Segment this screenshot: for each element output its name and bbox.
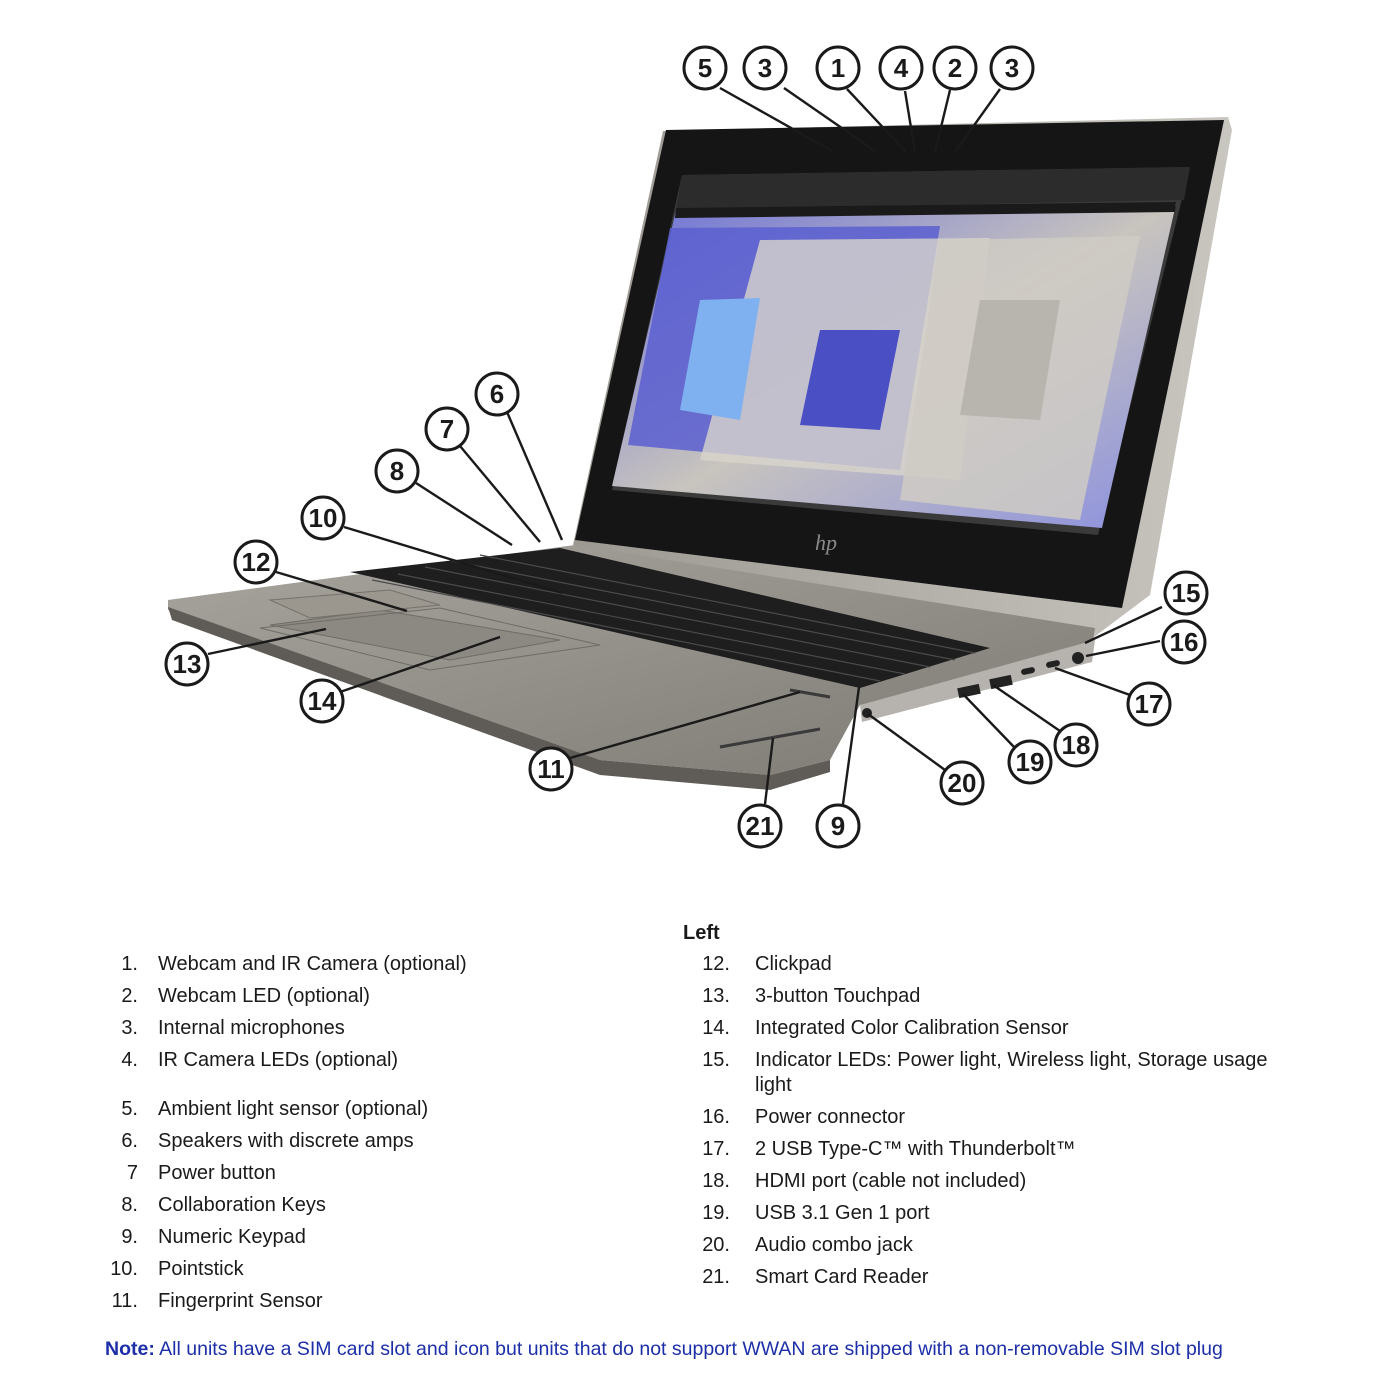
- legend-left-column: [108, 952, 628, 1321]
- legend-item: [700, 952, 1300, 977]
- callout-19: [1009, 741, 1051, 783]
- legend-number: 2.: [121, 985, 138, 1007]
- svg-text:4: 4: [893, 53, 909, 83]
- legend-number: 9.: [121, 1226, 138, 1248]
- legend-item: [108, 1257, 628, 1282]
- callout-10: [302, 497, 344, 539]
- callout-12: [235, 541, 277, 583]
- callout-6: [476, 373, 518, 415]
- legend-right-column: [700, 952, 1300, 1297]
- callout-5: [684, 47, 726, 89]
- svg-text:1: 1: [830, 53, 846, 83]
- hp-logo: hp: [815, 530, 837, 555]
- callout-20: [941, 762, 983, 804]
- legend-item: [700, 984, 1300, 1009]
- legend-item: [108, 1129, 628, 1154]
- legend-number: 19.: [702, 1202, 730, 1224]
- callout-21: [739, 805, 781, 847]
- svg-text:3: 3: [1004, 53, 1020, 83]
- legend-number: 16.: [702, 1106, 730, 1128]
- footnote: [105, 1338, 1223, 1361]
- svg-text:11: 11: [537, 754, 565, 784]
- callout-9: [817, 805, 859, 847]
- legend-item: [108, 1289, 628, 1314]
- legend-item: [700, 1169, 1300, 1194]
- callout-14: [301, 680, 343, 722]
- legend-label: 2 USB Type-C™ with Thunderbolt™: [755, 1138, 1076, 1160]
- legend-label: Power button: [158, 1162, 276, 1184]
- legend-number: 8.: [121, 1194, 138, 1216]
- legend-item: [108, 1016, 628, 1041]
- legend-label: Ambient light sensor (optional): [158, 1098, 429, 1120]
- svg-text:2: 2: [947, 53, 963, 83]
- legend-label: Power connector: [755, 1106, 906, 1128]
- svg-text:9: 9: [830, 811, 846, 841]
- note-label: Note:: [105, 1338, 155, 1360]
- legend-item: [700, 1016, 1300, 1041]
- legend-item: [108, 984, 628, 1009]
- callout-7: [426, 408, 468, 450]
- legend-label: Integrated Color Calibration Sensor: [755, 1017, 1069, 1039]
- legend-item: [700, 1201, 1300, 1226]
- legend-label: Pointstick: [158, 1258, 244, 1280]
- svg-text:14: 14: [307, 686, 337, 716]
- svg-text:7: 7: [439, 414, 455, 444]
- svg-text:13: 13: [172, 649, 202, 679]
- callout-11: [530, 748, 572, 790]
- callout-1: [817, 47, 859, 89]
- legend-label: Webcam and IR Camera (optional): [158, 953, 467, 975]
- legend-number: 7: [126, 1162, 138, 1184]
- callout-8: [376, 450, 418, 492]
- legend-number: 11.: [111, 1290, 138, 1312]
- legend-label: Indicator LEDs: Power light, Wireless light, Storage usage light: [755, 1049, 1268, 1096]
- callout-16: [1163, 621, 1205, 663]
- legend-item: [700, 1105, 1300, 1130]
- svg-text:12: 12: [241, 547, 271, 577]
- legend-number: 15.: [702, 1049, 730, 1071]
- svg-text:16: 16: [1169, 627, 1199, 657]
- callout-3-left: [744, 47, 786, 89]
- legend-label: Clickpad: [755, 953, 832, 975]
- legend-item: [700, 1137, 1300, 1162]
- svg-text:3: 3: [757, 53, 773, 83]
- legend-number: 13.: [702, 985, 730, 1007]
- legend-item: [108, 1161, 628, 1186]
- callout-2: [934, 47, 976, 89]
- legend-label: 3-button Touchpad: [755, 985, 921, 1007]
- legend-label: Speakers with discrete amps: [158, 1130, 414, 1152]
- callout-18: [1055, 724, 1097, 766]
- callout-3-right: [991, 47, 1033, 89]
- screen-display: [612, 167, 1190, 535]
- svg-text:10: 10: [308, 503, 338, 533]
- legend-item: [700, 1233, 1300, 1258]
- svg-text:5: 5: [697, 53, 713, 83]
- svg-text:15: 15: [1171, 578, 1201, 608]
- legend-label: Collaboration Keys: [158, 1194, 326, 1216]
- legend-item: [700, 1048, 1300, 1098]
- svg-text:19: 19: [1015, 747, 1045, 777]
- callout-15: [1165, 572, 1207, 614]
- legend-number: 12.: [702, 953, 730, 975]
- legend-number: 17.: [702, 1138, 730, 1160]
- legend-number: 3.: [121, 1017, 138, 1039]
- legend-label: IR Camera LEDs (optional): [158, 1049, 399, 1071]
- legend-number: 10.: [110, 1258, 138, 1280]
- legend-label: Audio combo jack: [755, 1234, 913, 1256]
- legend-number: 18.: [702, 1170, 730, 1192]
- section-heading: Left: [683, 922, 720, 944]
- svg-text:6: 6: [489, 379, 505, 409]
- legend-number: 5.: [121, 1098, 138, 1120]
- svg-text:17: 17: [1134, 689, 1164, 719]
- legend-number: 20.: [702, 1234, 730, 1256]
- note-text: All units have a SIM card slot and icon but units that do not support WWAN are shipped with a non-removable SIM slot plug: [154, 1338, 1223, 1360]
- legend-label: Webcam LED (optional): [158, 985, 370, 1007]
- legend-item: [108, 1193, 628, 1218]
- legend-label: Fingerprint Sensor: [158, 1290, 323, 1312]
- legend-number: 1.: [121, 953, 138, 975]
- svg-text:8: 8: [389, 456, 405, 486]
- legend-item: [108, 1225, 628, 1250]
- legend-item: [108, 1048, 628, 1073]
- svg-text:20: 20: [947, 768, 977, 798]
- legend-label: Numeric Keypad: [158, 1226, 306, 1248]
- legend-number: 14.: [702, 1017, 730, 1039]
- legend-item: [108, 952, 628, 977]
- legend-label: Internal microphones: [158, 1017, 345, 1039]
- legend-label: Smart Card Reader: [755, 1266, 929, 1288]
- callout-4: [880, 47, 922, 89]
- svg-text:18: 18: [1061, 730, 1091, 760]
- legend-number: 4.: [121, 1049, 138, 1071]
- legend-label: HDMI port (cable not included): [755, 1170, 1027, 1192]
- callout-13: [166, 643, 208, 685]
- legend-number: 6.: [121, 1130, 138, 1152]
- legend-item: [700, 1265, 1300, 1290]
- legend-number: 21.: [702, 1266, 730, 1288]
- callout-17: [1128, 683, 1170, 725]
- legend-item: [108, 1097, 628, 1122]
- legend-label: USB 3.1 Gen 1 port: [755, 1202, 930, 1224]
- svg-text:21: 21: [745, 811, 775, 841]
